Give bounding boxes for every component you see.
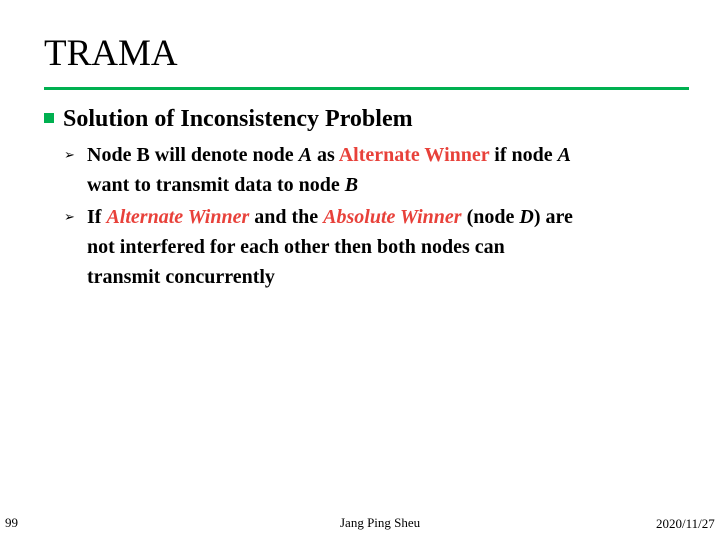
footer-author: Jang Ping Sheu	[340, 515, 421, 530]
text-run-italic: B	[344, 174, 359, 196]
text-run: ) are	[533, 206, 573, 228]
text-run: (node	[461, 206, 520, 228]
text-run-italic: A	[557, 144, 571, 166]
text-run: If	[87, 206, 107, 228]
sub-bullet-2-line-3	[87, 262, 694, 292]
text-run-italic: A	[298, 144, 313, 166]
text-run: transmit concurrently	[87, 266, 275, 288]
sub-bullet-2	[64, 202, 694, 292]
text-run: and the	[249, 206, 324, 228]
text-run: as	[312, 144, 339, 166]
slide-title: TRAMA	[44, 33, 178, 74]
main-bullet	[44, 104, 413, 134]
text-run: if node	[489, 144, 558, 166]
highlight-absolute-winner: Absolute Winner	[323, 206, 462, 228]
sub-bullet-2-line-1	[87, 202, 694, 232]
page-number: 99	[5, 515, 18, 530]
sub-bullet-1-line-2	[87, 170, 694, 200]
text-run: want to transmit data to node	[87, 174, 345, 196]
title-underline	[44, 87, 689, 90]
arrowhead-bullet-icon: ➢	[64, 147, 75, 162]
footer-date: 2020/11/27	[656, 516, 715, 531]
text-run-italic: D	[519, 206, 534, 228]
main-bullet-text: Solution of Inconsistency Problem	[63, 106, 413, 132]
text-run: Node B will denote node	[87, 144, 299, 166]
arrowhead-bullet-icon: ➢	[64, 209, 75, 224]
square-bullet-icon	[44, 113, 54, 123]
highlight-alternate-winner: Alternate Winner	[338, 144, 490, 166]
text-run: not interfered for each other then both nodes can	[87, 236, 505, 258]
sub-bullet-1-line-1	[87, 140, 694, 170]
highlight-alternate-winner: Alternate Winner	[106, 206, 250, 228]
sub-bullet-1	[64, 140, 694, 200]
sub-bullet-2-line-2	[87, 232, 694, 262]
